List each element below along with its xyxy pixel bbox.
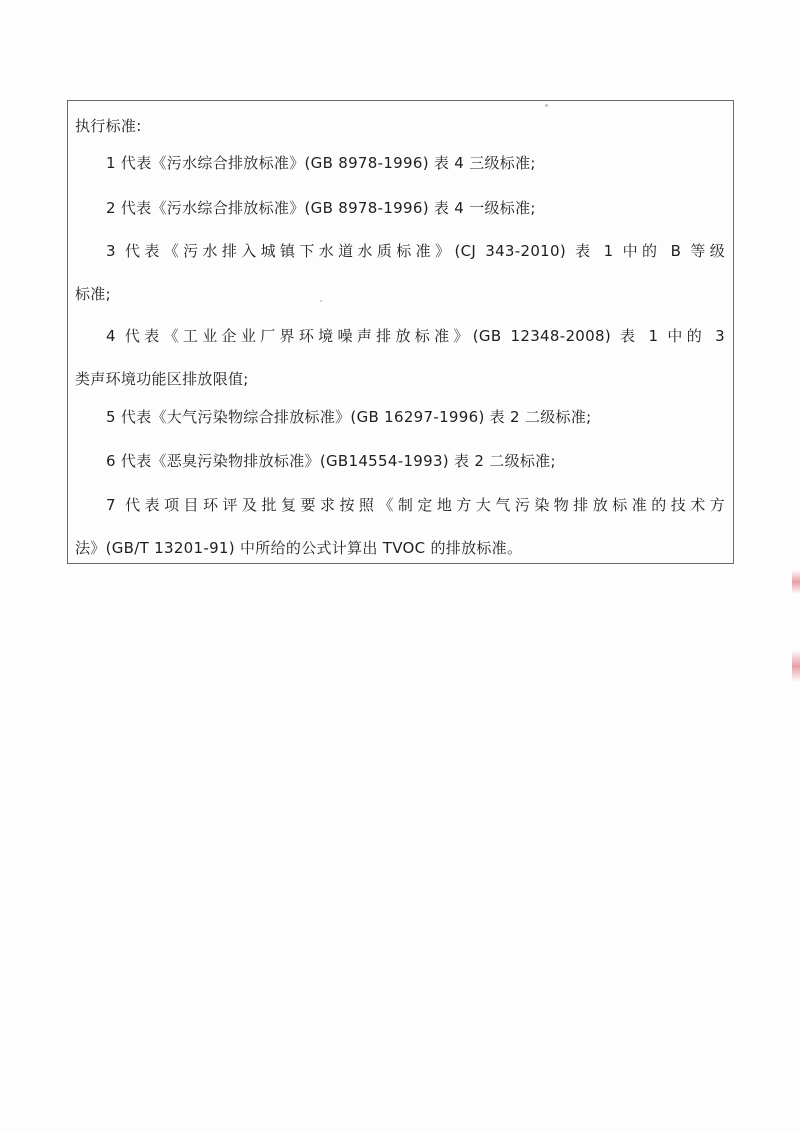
standard-item-4-line-1: 4 代表《工业企业厂界环境噪声排放标准》(GB 12348-2008) 表 1 中的 3	[106, 327, 725, 345]
standard-item-6	[75, 451, 725, 471]
standards-title: 执行标准:	[75, 117, 142, 135]
standard-item-4-line-2: 类声环境功能区排放限值;	[75, 370, 249, 388]
scan-speck	[545, 104, 548, 107]
standard-item-5	[75, 407, 725, 427]
standard-item-7-line-2: 法》(GB/T 13201-91) 中所给的公式计算出 TVOC 的排放标准。	[75, 539, 523, 557]
standard-item-7	[75, 495, 725, 558]
standard-item-4	[75, 326, 725, 389]
standard-item-2	[75, 198, 725, 218]
standard-item-3-line-1: 3 代表《污水排入城镇下水道水质标准》(CJ 343-2010) 表 1 中的 B 等级	[106, 242, 725, 260]
standard-item-5-line-1: 5 代表《大气污染物综合排放标准》(GB 16297-1996) 表 2 二级标准;	[106, 408, 592, 426]
standard-item-2-line-1: 2 代表《污水综合排放标准》(GB 8978-1996) 表 4 一级标准;	[106, 199, 536, 217]
standard-item-7-line-1: 7 代表项目环评及批复要求按照《制定地方大气污染物排放标准的技术方	[106, 496, 725, 514]
seal-edge-mark	[792, 570, 800, 594]
standard-item-1-line-1: 1 代表《污水综合排放标准》(GB 8978-1996) 表 4 三级标准;	[106, 154, 536, 172]
standards-box	[67, 100, 734, 564]
standard-item-3	[75, 241, 725, 304]
standard-item-6-line-1: 6 代表《恶臭污染物排放标准》(GB14554-1993) 表 2 二级标准;	[106, 452, 556, 470]
seal-edge-mark	[792, 650, 800, 682]
standard-item-3-line-2: 标准;	[75, 285, 111, 303]
scan-speck	[320, 300, 322, 302]
standard-item-1	[75, 153, 725, 173]
